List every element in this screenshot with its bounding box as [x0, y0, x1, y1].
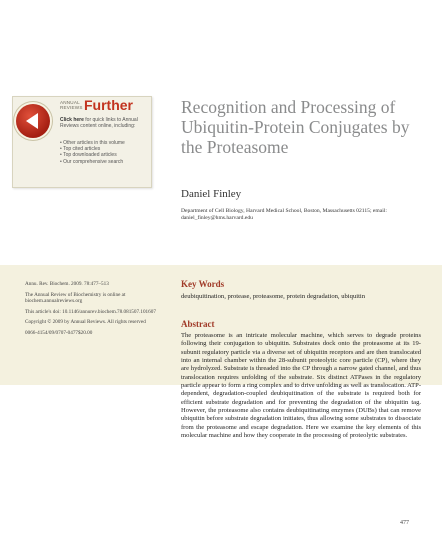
annual-reviews-label: ANNUAL REVIEWS — [60, 100, 83, 110]
doi: This article's doi: 10.1146/annurev.biochem.78.081507.101607 — [25, 308, 156, 315]
further-link[interactable]: • Top cited articles — [60, 146, 148, 152]
article-title: Recognition and Processing of Ubiquitin-Protein Conjugates by the Proteasome — [181, 97, 410, 157]
further-description-text: for quick links to Annual Reviews content online, including: — [60, 117, 138, 130]
page-number: 477 — [400, 520, 409, 526]
citation: Annu. Rev. Biochem. 2009. 78:477–513 — [25, 281, 109, 287]
further-link[interactable]: • Other articles in this volume — [60, 140, 148, 146]
copyright: Copyright © 2009 by Annual Reviews. All rights reserved — [25, 319, 146, 325]
abstract-text: The proteasome is an intricate molecular machine, which serves to degrade proteins following their conjugation to ubiquitin. Substrates dock onto the proteasome at its 19-subunit regulatory particle via a diverse set of ubiquitin receptors and are then translocated into an internal chamber within the 28-subunit proteolytic core particle (CP), where they are hydrolyzed. Substrate is threaded into the CP through a narrow gated channel, and thus translocation requires unfolding of the substrate. Six distinct ATPases in the regulatory particle appear to form a ring complex and to drive unfolding as well as translocation. ATP-dependent, degradation-coupled deubiquitination of the substrate is required both for efficient substrate degradation and for preventing the degradation of the ubiquitin tag. However, the proteasome also contains deubiquitinating enzymes (DUBs) that can remove ubiquitin before substrate degradation initiates, thus allowing some substrates to dissociate from the proteasome and escape degradation. Here we examine the key elements of this molecular machine and how they cooperate in the processing of proteolytic substrates. — [181, 332, 421, 440]
back-arrow-icon[interactable] — [16, 104, 50, 138]
further-link[interactable]: • Our comprehensive search — [60, 159, 148, 165]
further-title[interactable]: Further — [84, 97, 133, 113]
online-notice: The Annual Review of Biochemistry is online at biochem.annualreviews.org — [25, 291, 126, 304]
abstract-heading: Abstract — [181, 319, 215, 329]
issn: 0066-4154/09/0707-0477$20.00 — [25, 329, 93, 336]
author-name: Daniel Finley — [181, 188, 242, 200]
click-here-link[interactable]: Click here — [60, 117, 84, 123]
keywords-heading: Key Words — [181, 279, 225, 289]
publication-metadata — [25, 281, 160, 340]
further-links-list — [60, 140, 148, 165]
further-link[interactable]: • Top downloaded articles — [60, 152, 148, 158]
further-description — [60, 117, 146, 129]
author-affiliation: Department of Cell Biology, Harvard Medical School, Boston, Massachusetts 02115; email: daniel_finley@hms.harvard.edu — [181, 208, 387, 221]
keywords-text: deubiquitination, protease, proteasome, protein degradation, ubiquitin — [181, 293, 366, 300]
